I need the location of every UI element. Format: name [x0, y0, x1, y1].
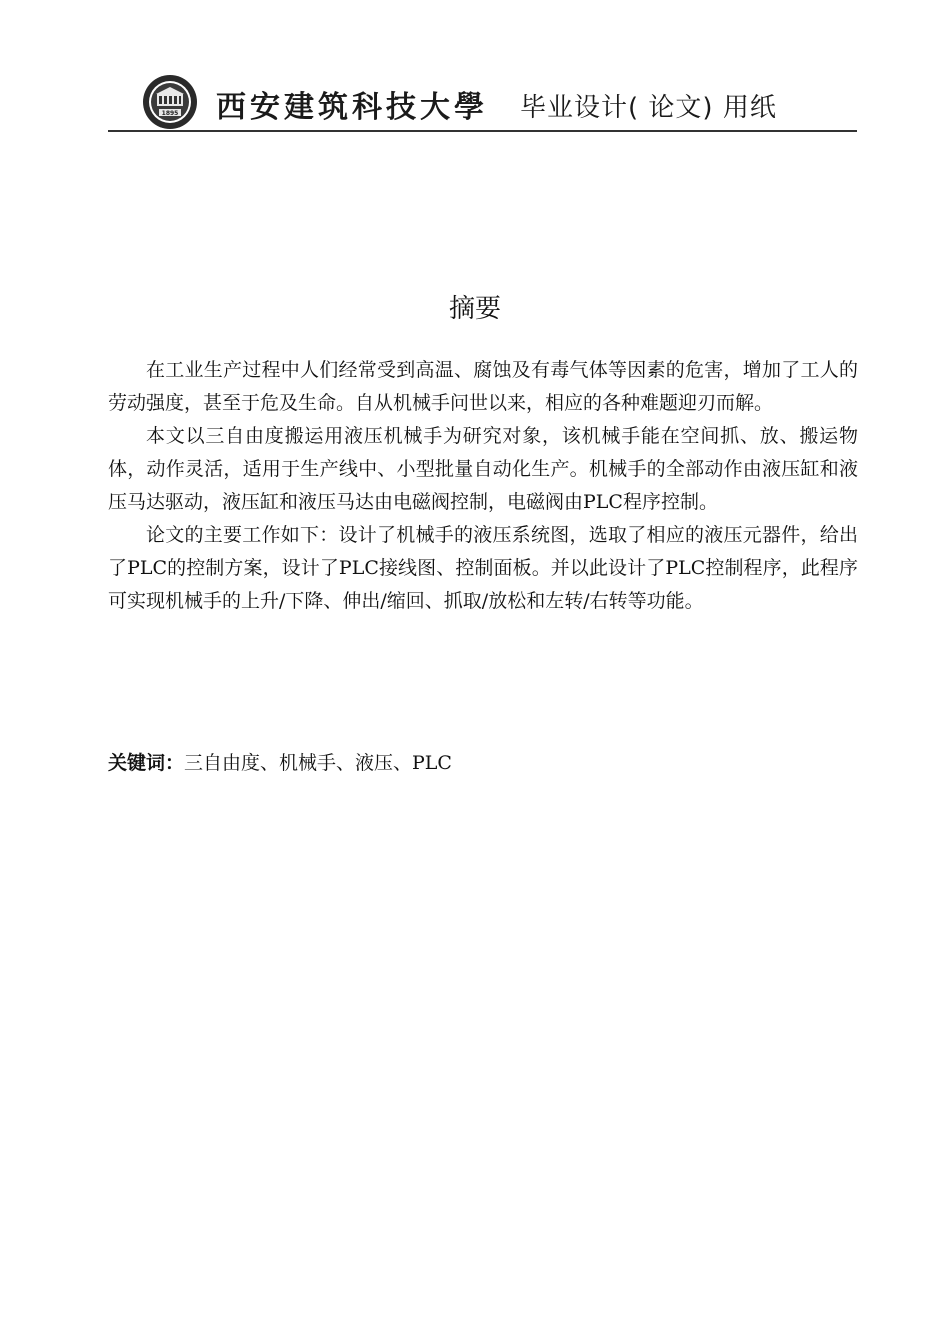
keywords-line [108, 747, 858, 780]
abstract-body [108, 354, 858, 618]
paper-type-label: 毕业设计( 论文) 用纸 [520, 93, 777, 123]
header-divider [108, 130, 857, 132]
logo-year: 1895 [161, 110, 179, 117]
keywords-label: 关键词： [108, 752, 185, 774]
abstract-paragraph-2: 本文以三自由度搬运用液压机械手为研究对象，该机械手能在空间抓、放、搬运物体，动作灵活，适用于生产线中、小型批量自动化生产。机械手的全部动作由液压缸和液压马达驱动，液压缸和液压马达由电磁阀控制，电磁阀由PLC程序控制。 [108, 425, 858, 513]
abstract-paragraph-3: 论文的主要工作如下：设计了机械手的液压系统图，选取了相应的液压元器件，给出了PLC的控制方案，设计了PLC接线图、控制面板。并以此设计了PLC控制程序，此程序可实现机械手的上升/下降、伸出/缩回、抓取/放松和左转/右转等功能。 [108, 524, 858, 612]
keywords-value: 三自由度、机械手、液压、PLC [184, 752, 452, 774]
university-name: 西安建筑科技大學 [216, 90, 488, 125]
abstract-paragraph-1: 在工业生产过程中人们经常受到高温、腐蚀及有毒气体等因素的危害，增加了工人的劳动强度，甚至于危及生命。自从机械手问世以来，相应的各种难题迎刃而解。 [108, 359, 858, 414]
page-header [108, 72, 857, 130]
university-seal-icon [142, 74, 198, 130]
abstract-title: 摘要 [448, 294, 501, 324]
